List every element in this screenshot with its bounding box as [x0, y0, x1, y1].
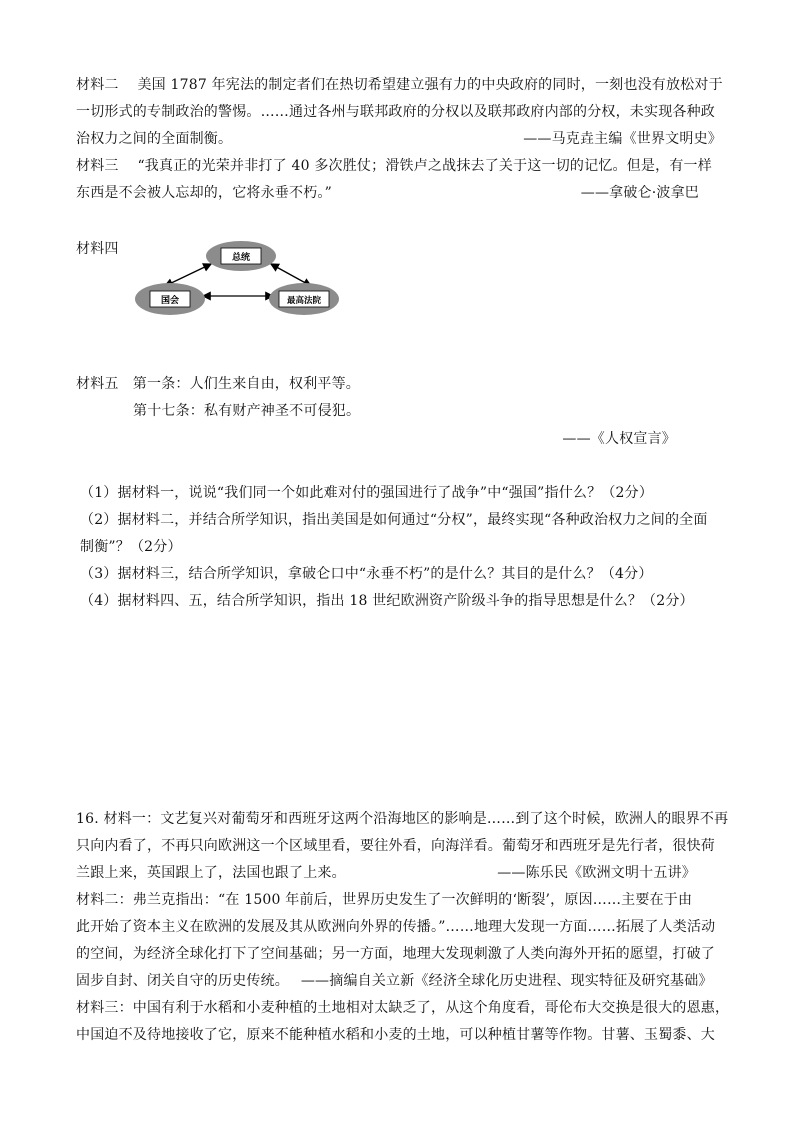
q16-line3: 兰跟上来，英国跟上了，法国也跟了上来。	[76, 865, 346, 881]
question-3: （3）据材料三，结合所学知识，拿破仑口中“永垂不朽”的是什么？其目的是什么？（4分）	[80, 566, 653, 582]
question-2-line1: （2）据材料二，并结合所学知识，指出美国是如何通过“分权”，最终实现“各种政治权力之间的全面	[80, 512, 708, 528]
q16-line9: 中国迫不及待地接收了它，原来不能种植水稻和小麦的土地，可以种植甘薯等作物。甘薯、玉蜀黍、大	[76, 1027, 715, 1043]
material4-label: 材料四	[76, 241, 119, 257]
q16-line3-source: ——陈乐民《欧洲文明十五讲》	[497, 865, 696, 881]
material2-line1: 材料二 美国 1787 年宪法的制定者们在热切希望建立强有力的中央政府的同时，一刻也没有放松对于	[76, 77, 723, 93]
material3-line2: 东西是不会被人忘却的，它将永垂不朽。”	[76, 185, 332, 201]
q16-line1: 16. 材料一：文艺复兴对葡萄牙和西班牙这两个沿海地区的影响是……到了这个时候，欧洲人的眼界不再	[76, 811, 729, 827]
material2-source: ——马克垚主编《世界文明史》	[523, 131, 722, 147]
material2-line3: 治权力之间的全面制衡。	[76, 131, 233, 147]
question-1: （1）据材料一，说说“我们同一个如此难对付的强国进行了战争”中“强国”指什么？（2分）	[80, 485, 654, 501]
arrow-president-court	[271, 264, 311, 286]
q16-line5: 此开始了资本主义在欧洲的发展及其从欧洲向外界的传播。”……地理大发现一方面……拓展了人类活动	[76, 919, 716, 935]
question-4: （4）据材料四、五，结合所学知识，指出 18 世纪欧洲资产阶级斗争的指导思想是什么？（2分）	[80, 593, 694, 609]
president-node-label: 总统	[231, 253, 251, 263]
material2-line2: 一切形式的专制政治的警惕。……通过各州与联邦政府的分权以及联邦政府内部的分权，未实现各种政	[76, 104, 715, 120]
material5-line1: 材料五 第一条：人们生来自由，权利平等。	[76, 376, 360, 392]
separation-of-powers-diagram	[133, 236, 343, 326]
material5-line2: 第十七条：私有财产神圣不可侵犯。	[133, 403, 361, 419]
q16-line7: 固步自封、闭关自守的历史传统。 ——摘编自关立新《经济全球化历史进程、现实特征及研究基础》	[76, 973, 713, 989]
material3-source: ——拿破仑·波拿巴	[580, 185, 699, 201]
q16-line4: 材料二：弗兰克指出：“在 1500 年前后，世界历史发生了一次鲜明的‘断裂’，原因……主要在于由	[76, 892, 693, 908]
material3-line1: 材料三 “我真正的光荣并非打了 40 多次胜仗；滑铁卢之战抹去了关于这一切的记忆。但是，有一样	[76, 158, 712, 174]
material5-source: ——《人权宣言》	[562, 431, 676, 447]
arrow-president-congress	[165, 264, 211, 286]
q16-line2: 只向内看了，不再只向欧洲这一个区域里看，要往外看，向海洋看。葡萄牙和西班牙是先行者，很快荷	[76, 838, 715, 854]
q16-line8: 材料三：中国有利于水稻和小麦种植的土地相对太缺乏了，从这个角度看，哥伦布大交换是很大的恩惠，	[76, 1000, 730, 1016]
q16-line6: 的空间，为经济全球化打下了空间基础；另一方面，地理大发现刺激了人类向海外开拓的愿望，打破了	[76, 946, 715, 962]
supreme-court-node-label: 最高法院	[286, 296, 322, 306]
congress-node-label: 国会	[160, 296, 180, 306]
question-2-line2: 制衡”？（2分）	[80, 539, 182, 555]
